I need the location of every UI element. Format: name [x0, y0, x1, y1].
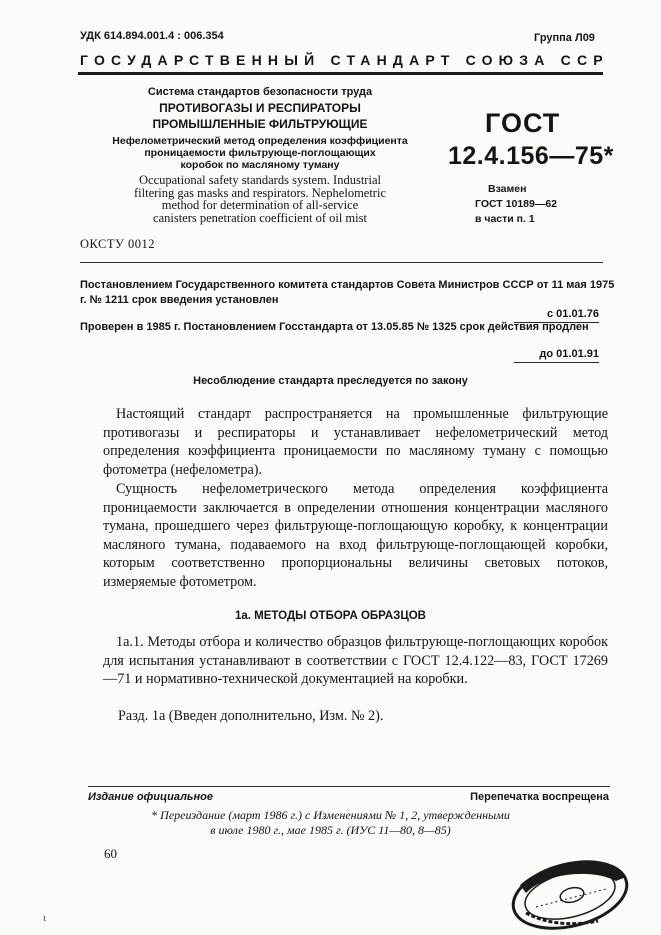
reissue-note-line-1: * Переиздание (март 1986 г.) с Изменениями № 1, 2, утвержденными [151, 808, 510, 822]
footer-divider [88, 786, 610, 787]
effective-date: с 01.01.76 [547, 308, 599, 320]
title-block [80, 86, 440, 224]
official-edition-label: Издание официальное [88, 791, 213, 803]
replaced-part: в части п. 1 [475, 213, 535, 225]
udk-code: УДК 614.894.001.4 : 006.354 [80, 30, 224, 42]
approval-decree: Постановлением Государственного комитета стандартов Совета Министров СССР от 11 мая 1975 г. № 1211 срок введения установлен [80, 279, 615, 306]
library-stamp-icon [506, 855, 634, 933]
margin-mark: ι [43, 912, 46, 924]
method-title-line-1: Нефелометрический метод определения коэффициента [112, 135, 408, 147]
check-decree: Проверен в 1985 г. Постановлением Госстандарта от 13.05.85 № 1325 срок действия продлен [80, 321, 589, 333]
okstu-code: ОКСТУ 0012 [80, 237, 156, 251]
banner-rule [78, 72, 603, 75]
reprint-prohibited-label: Перепечатка воспрещена [470, 791, 609, 803]
group-code: Группа Л09 [534, 32, 595, 44]
expiry-date-underline [514, 362, 599, 363]
standard-banner: ГОСУДАРСТВЕННЫЙ СТАНДАРТ СОЮЗА ССР [80, 52, 609, 68]
gost-label: ГОСТ [485, 108, 561, 138]
replaced-standard: ГОСТ 10189—62 [475, 198, 558, 210]
replacement-block [475, 182, 558, 227]
header-divider [80, 262, 603, 263]
reissue-note [0, 808, 661, 838]
method-title-line-3: коробок по масляному туману [180, 159, 340, 171]
product-title-line-1: ПРОТИВОГАЗЫ И РЕСПИРАТОРЫ [159, 101, 361, 115]
method-title-line-2: проницаемости фильтрующе-поглощающих [144, 147, 376, 159]
replace-label: Взамен [488, 183, 527, 195]
section-note: Разд. 1а (Введен дополнительно, Изм. № 2). [118, 708, 384, 724]
scope-paragraph: Настоящий стандарт распространяется на промышленные фильтрующие противогазы и респираторы и устанавливает нефелометрический метод определения коэффициента проницаемости по масляному туману с помощью фотометра (нефелометра). [103, 406, 608, 478]
english-title-line-4: canisters penetration coefficient of oil mist [153, 210, 367, 225]
sampling-paragraph: 1а.1. Методы отбора и количество образцов фильтрующе-поглощающих коробок для испытания устанавливают в соответствии с ГОСТ 12.4.122—83, ГОСТ 17269—71 и нормативно-технической документацией на коробки. [103, 634, 608, 688]
expiry-date: до 01.01.91 [539, 348, 599, 360]
system-title: Система стандартов безопасности труда [147, 86, 373, 98]
english-title-line-3: method for determination of all-service [161, 198, 359, 212]
method-essence-paragraph: Сущность нефелометрического метода определения коэффициента проницаемости заключается в определении отношения концентрации масляного тумана, прошедшего через фильтрующе-поглощающую коробку, к концентрации масляного тумана, подаваемого на вход фильтрующе-поглощающей коробки, которым соответственно пропорциональны величины световых потоков, измеряемые фотометром. [103, 481, 608, 590]
section-title: 1а. МЕТОДЫ ОТБОРА ОБРАЗЦОВ [235, 610, 426, 622]
english-title-line-2: filtering gas masks and respirators. Nephelometric [133, 185, 386, 200]
law-notice: Несоблюдение стандарта преследуется по закону [193, 375, 468, 387]
page-number: 60 [104, 846, 117, 861]
product-title-line-2: ПРОМЫШЛЕННЫЕ ФИЛЬТРУЮЩИЕ [152, 117, 368, 131]
english-title-line-1: Occupational safety standards system. Industrial [139, 173, 381, 187]
gost-number: 12.4.156—75* [448, 142, 614, 170]
reissue-note-line-2: в июле 1980 г., мае 1985 г. (ИУС 11—80, 8—85) [210, 823, 451, 837]
